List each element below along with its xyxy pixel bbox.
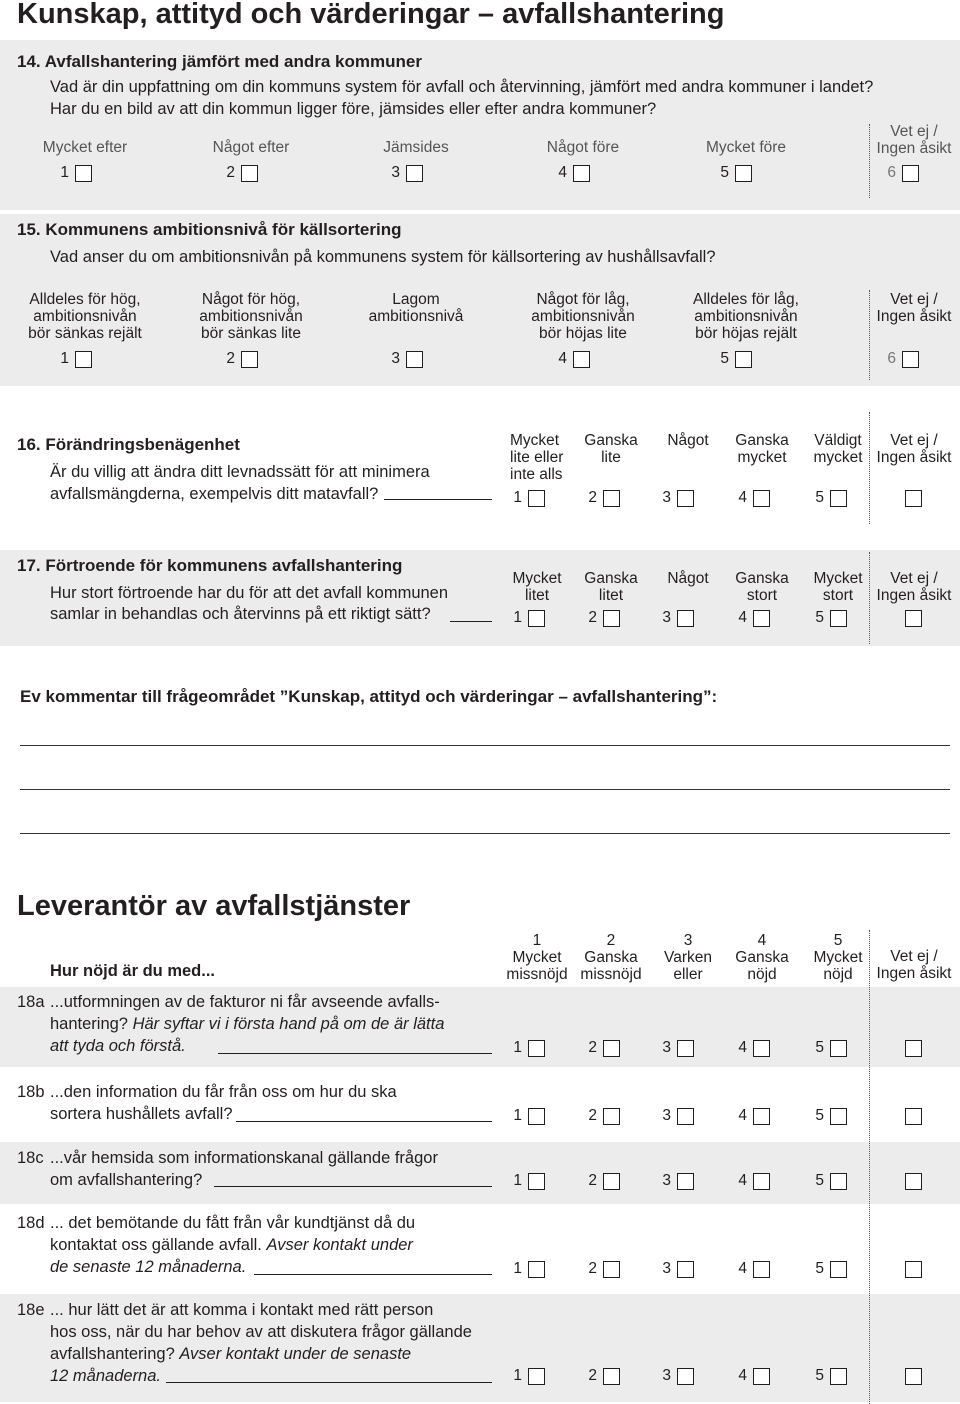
comment-line-2[interactable] — [20, 789, 950, 790]
checkbox[interactable] — [75, 165, 92, 182]
q15-option-4[interactable]: 4 — [555, 349, 590, 369]
checkbox[interactable] — [677, 1040, 694, 1057]
checkbox[interactable] — [677, 610, 694, 627]
q18e-option-4[interactable]: 4 — [735, 1366, 770, 1386]
q18d-option-dk[interactable] — [887, 1259, 922, 1279]
q16-label-4: Ganska mycket — [735, 432, 789, 466]
checkbox[interactable] — [528, 490, 545, 507]
q17-option-3[interactable]: 3 — [659, 608, 694, 628]
q18e-text-line1: ... hur lätt det är att komma i kontakt med rätt person — [50, 1301, 434, 1319]
q15-label-4: Något för låg, ambitionsnivån bör höjas lite — [531, 291, 635, 342]
q18b-option-5[interactable]: 5 — [812, 1106, 847, 1126]
checkbox[interactable] — [528, 1108, 545, 1125]
q16-option-5[interactable]: 5 — [812, 488, 847, 508]
q16-label-5: Väldigt mycket — [813, 432, 863, 466]
q14-dk-label: Vet ej / Ingen åsikt — [876, 123, 952, 157]
q17-option-2[interactable]: 2 — [585, 608, 620, 628]
checkbox[interactable] — [830, 1368, 847, 1385]
q18b-num: 18b — [17, 1083, 45, 1101]
q18e-text-line4: 12 månaderna. — [50, 1367, 161, 1385]
q18a-leader-line — [218, 1053, 492, 1054]
checkbox[interactable] — [830, 1173, 847, 1190]
checkbox[interactable] — [830, 610, 847, 627]
q18a-option-3[interactable]: 3 — [659, 1038, 694, 1058]
section2-question: Hur nöjd är du med... — [50, 962, 216, 980]
checkbox[interactable] — [753, 490, 770, 507]
q18d-text-line1: ... det bemötande du fått från vår kundtjänst då du — [50, 1214, 416, 1232]
checkbox[interactable] — [753, 1040, 770, 1057]
comment-label: Ev kommentar till frågeområdet ”Kunskap, attityd och värderingar – avfallshantering”: — [20, 687, 718, 706]
checkbox[interactable] — [830, 490, 847, 507]
q14-label-2: Något efter — [212, 139, 290, 156]
q18b-option-3[interactable]: 3 — [659, 1106, 694, 1126]
q18d-leader-line — [254, 1274, 492, 1275]
checkbox[interactable] — [830, 1040, 847, 1057]
checkbox[interactable] — [905, 1040, 922, 1057]
checkbox[interactable] — [677, 490, 694, 507]
checkbox[interactable] — [830, 1261, 847, 1278]
q18c-text-line1: ...vår hemsida som informationskanal gällande frågor — [50, 1149, 438, 1167]
checkbox[interactable] — [406, 165, 423, 182]
checkbox[interactable] — [528, 1173, 545, 1190]
q17-label-4: Ganska stort — [735, 570, 789, 604]
q18b-leader-line — [236, 1121, 492, 1122]
q15-option-2[interactable]: 2 — [223, 349, 258, 369]
q18e-leader-line — [166, 1382, 492, 1383]
checkbox[interactable] — [753, 1368, 770, 1385]
q17-label-1: Mycket litet — [512, 570, 562, 604]
checkbox[interactable] — [735, 165, 752, 182]
checkbox[interactable] — [603, 1173, 620, 1190]
q18e-option-2[interactable]: 2 — [585, 1366, 620, 1386]
comment-line-1[interactable] — [20, 745, 950, 746]
q18c-option-2[interactable]: 2 — [585, 1171, 620, 1191]
q14-label-4: Något före — [546, 139, 620, 156]
q18d-option-4[interactable]: 4 — [735, 1259, 770, 1279]
checkbox[interactable] — [528, 1368, 545, 1385]
q18b-text-line1: ...den information du får från oss om hur du ska — [50, 1083, 397, 1101]
q18d-text-line2: kontaktat oss gällande avfall. Avser kontakt under — [50, 1236, 413, 1254]
q18b-option-1[interactable]: 1 — [510, 1106, 545, 1126]
section2-dk-label: Vet ej / Ingen åsikt — [876, 948, 952, 982]
q17-label-2: Ganska litet — [584, 570, 638, 604]
checkbox[interactable] — [241, 351, 258, 368]
q14-option-6[interactable]: 6 — [884, 163, 919, 183]
q15-dk-label: Vet ej / Ingen åsikt — [876, 291, 952, 325]
q18c-option-3[interactable]: 3 — [659, 1171, 694, 1191]
section2-title: Leverantör av avfallstjänster — [17, 890, 411, 922]
q18c-option-4[interactable]: 4 — [735, 1171, 770, 1191]
checkbox[interactable] — [905, 490, 922, 507]
q17-text-line1: Hur stort förtroende har du för att det avfall kommunen — [50, 584, 449, 602]
q18e-option-dk[interactable] — [887, 1366, 922, 1386]
q18c-option-5[interactable]: 5 — [812, 1171, 847, 1191]
checkbox[interactable] — [905, 1261, 922, 1278]
q18a-option-4[interactable]: 4 — [735, 1038, 770, 1058]
q18b-option-dk[interactable] — [887, 1106, 922, 1126]
q15-option-5[interactable]: 5 — [717, 349, 752, 369]
q16-label-1: Mycket lite eller inte alls — [510, 432, 564, 483]
q18d-text-line3: de senaste 12 månaderna. — [50, 1258, 247, 1276]
q17-label-5: Mycket stort — [813, 570, 863, 604]
checkbox[interactable] — [603, 1040, 620, 1057]
checkbox[interactable] — [677, 1108, 694, 1125]
page-title: Kunskap, attityd och värderingar – avfallshantering — [17, 0, 725, 30]
q14-label-5: Mycket före — [705, 139, 787, 156]
comment-line-3[interactable] — [20, 833, 950, 834]
checkbox[interactable] — [677, 1173, 694, 1190]
checkbox[interactable] — [753, 1173, 770, 1190]
checkbox[interactable] — [902, 165, 919, 182]
q18b-text-line2: sortera hushållets avfall? — [50, 1105, 233, 1123]
q18d-option-3[interactable]: 3 — [659, 1259, 694, 1279]
q18a-text-line1: ...utformningen av de fakturor ni får avseende avfalls- — [50, 993, 440, 1011]
q17-dk-divider — [869, 552, 870, 644]
checkbox[interactable] — [528, 1261, 545, 1278]
q18b-option-4[interactable]: 4 — [735, 1106, 770, 1126]
q18d-num: 18d — [17, 1214, 45, 1232]
checkbox[interactable] — [603, 610, 620, 627]
q14-dk-divider — [869, 124, 870, 198]
scale-label-3: 3 Varken eller — [664, 932, 712, 983]
q17-option-dk[interactable] — [887, 608, 922, 628]
q17-option-5[interactable]: 5 — [812, 608, 847, 628]
q18c-num: 18c — [17, 1149, 44, 1167]
q17-option-4[interactable]: 4 — [735, 608, 770, 628]
q18a-option-dk[interactable] — [887, 1038, 922, 1058]
checkbox[interactable] — [905, 1368, 922, 1385]
q18c-option-1[interactable]: 1 — [510, 1171, 545, 1191]
q14-option-2[interactable]: 2 — [223, 163, 258, 183]
q14-option-1[interactable]: 1 — [57, 163, 92, 183]
checkbox[interactable] — [902, 351, 919, 368]
checkbox[interactable] — [406, 351, 423, 368]
checkbox[interactable] — [528, 610, 545, 627]
q18a-option-5[interactable]: 5 — [812, 1038, 847, 1058]
q17-label-3: Något — [667, 570, 709, 587]
q16-title: 16. Förändringsbenägenhet — [17, 435, 240, 454]
q14-label-3: Jämsides — [383, 139, 449, 156]
q16-label-3: Något — [667, 432, 709, 449]
q14-label-1: Mycket efter — [42, 139, 128, 156]
q15-label-1: Alldeles för hög, ambitionsnivån bör sänkas rejält — [28, 291, 142, 342]
checkbox[interactable] — [905, 1108, 922, 1125]
q18c-option-dk[interactable] — [887, 1171, 922, 1191]
q17-leader-line — [450, 621, 492, 622]
q15-label-3: Lagom ambitionsnivå — [368, 291, 464, 325]
q18e-text-line3: avfallshantering? Avser kontakt under de senaste — [50, 1345, 412, 1363]
q18e-option-3[interactable]: 3 — [659, 1366, 694, 1386]
q16-option-4[interactable]: 4 — [735, 488, 770, 508]
q18e-text-line2: hos oss, när du har behov av att diskutera frågor gällande — [50, 1323, 472, 1341]
q14-option-4[interactable]: 4 — [555, 163, 590, 183]
q14-text-line2: Har du en bild av att din kommun ligger före, jämsides eller efter andra kommuner? — [50, 100, 657, 118]
q17-dk-label: Vet ej / Ingen åsikt — [876, 570, 952, 604]
checkbox[interactable] — [905, 1173, 922, 1190]
scale-label-5: 5 Mycket nöjd — [813, 932, 863, 983]
scale-label-4: 4 Ganska nöjd — [735, 932, 789, 983]
q18a-text-line2: hantering? Här syftar vi i första hand på om de är lätta — [50, 1015, 445, 1033]
q15-label-5: Alldeles för låg, ambitionsnivån bör höjas rejält — [693, 291, 799, 342]
q16-text-line2: avfallsmängderna, exempelvis ditt matavfall? — [50, 485, 379, 503]
checkbox[interactable] — [905, 610, 922, 627]
q15-dk-divider — [869, 290, 870, 380]
q18d-option-5[interactable]: 5 — [812, 1259, 847, 1279]
checkbox[interactable] — [573, 351, 590, 368]
checkbox[interactable] — [753, 1108, 770, 1125]
q14-text-line1: Vad är din uppfattning om din kommuns system för avfall och återvinning, jämfört med andra kommuner i landet? — [50, 78, 874, 96]
q17-text-line2: samlar in behandlas och återvinns på ett riktigt sätt? — [50, 605, 431, 623]
checkbox[interactable] — [830, 1108, 847, 1125]
q18a-option-2[interactable]: 2 — [585, 1038, 620, 1058]
q15-option-3[interactable]: 3 — [388, 349, 423, 369]
q15-option-1[interactable]: 1 — [57, 349, 92, 369]
q18a-text-line3: att tyda och förstå. — [50, 1037, 186, 1055]
q15-option-6[interactable]: 6 — [884, 349, 919, 369]
checkbox[interactable] — [573, 165, 590, 182]
scale-label-1: 1 Mycket missnöjd — [506, 932, 568, 983]
checkbox[interactable] — [603, 1368, 620, 1385]
q14-option-3[interactable]: 3 — [388, 163, 423, 183]
q16-option-dk[interactable] — [887, 488, 922, 508]
section2-dk-divider — [869, 930, 870, 1404]
checkbox[interactable] — [677, 1261, 694, 1278]
checkbox[interactable] — [603, 490, 620, 507]
q15-label-2: Något för hög, ambitionsnivån bör sänkas lite — [199, 291, 303, 342]
q18e-option-1[interactable]: 1 — [510, 1366, 545, 1386]
q16-option-1[interactable]: 1 — [510, 488, 545, 508]
q16-leader-line — [384, 499, 492, 500]
q14-title: 14. Avfallshantering jämfört med andra kommuner — [17, 52, 422, 71]
checkbox[interactable] — [753, 1261, 770, 1278]
q14-option-5[interactable]: 5 — [717, 163, 752, 183]
q18d-option-1[interactable]: 1 — [510, 1259, 545, 1279]
scale-label-2: 2 Ganska missnöjd — [580, 932, 642, 983]
q16-dk-label: Vet ej / Ingen åsikt — [876, 432, 952, 466]
checkbox[interactable] — [735, 351, 752, 368]
q17-title: 17. Förtroende för kommunens avfallshantering — [17, 556, 403, 575]
q15-title: 15. Kommunens ambitionsnivå för källsortering — [17, 220, 402, 239]
q18a-option-1[interactable]: 1 — [510, 1038, 545, 1058]
q18d-option-2[interactable]: 2 — [585, 1259, 620, 1279]
q18b-option-2[interactable]: 2 — [585, 1106, 620, 1126]
q18e-option-5[interactable]: 5 — [812, 1366, 847, 1386]
q18a-num: 18a — [17, 993, 45, 1011]
q17-option-1[interactable]: 1 — [510, 608, 545, 628]
checkbox[interactable] — [677, 1368, 694, 1385]
q15-text: Vad anser du om ambitionsnivån på kommunens system för källsortering av hushållsavfall? — [50, 248, 716, 266]
q16-text-line1: Är du villig att ändra ditt levnadssätt för att minimera — [50, 463, 430, 481]
q16-option-2[interactable]: 2 — [585, 488, 620, 508]
checkbox[interactable] — [603, 1108, 620, 1125]
q16-dk-divider — [869, 412, 870, 524]
q18c-leader-line — [214, 1186, 492, 1187]
checkbox[interactable] — [603, 1261, 620, 1278]
q18e-num: 18e — [17, 1301, 45, 1319]
checkbox[interactable] — [241, 165, 258, 182]
q18c-text-line2: om avfallshantering? — [50, 1171, 203, 1189]
q16-label-2: Ganska lite — [584, 432, 638, 466]
checkbox[interactable] — [75, 351, 92, 368]
q16-option-3[interactable]: 3 — [659, 488, 694, 508]
checkbox[interactable] — [753, 610, 770, 627]
checkbox[interactable] — [528, 1040, 545, 1057]
